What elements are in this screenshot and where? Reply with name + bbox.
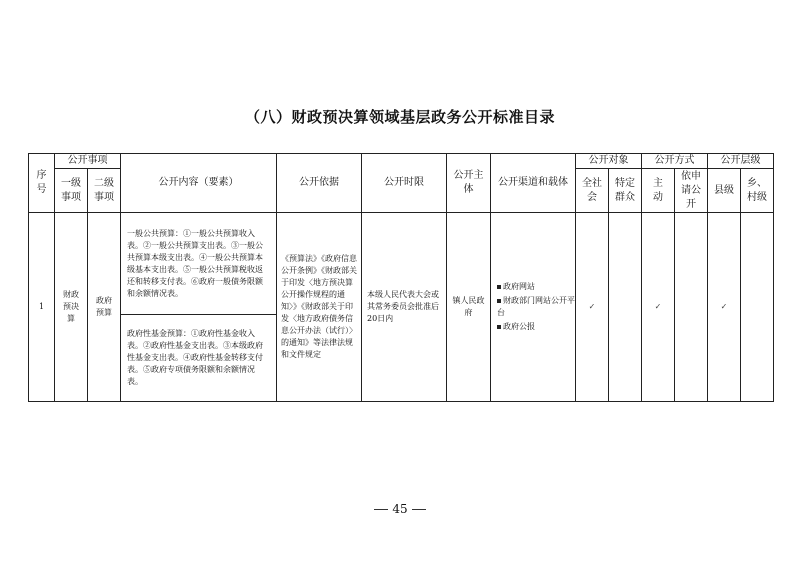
header-level-county: 县级 — [708, 169, 741, 213]
header-target-specific: 特定群众 — [609, 169, 642, 213]
cell-basis: 《预算法》《政府信息公开条例》《财政部关于印发〈地方预决算公开操作规程的通知〉》《财政部关于印发〈地方政府债务信息公开办法（试行）〉的通知》等法律法规和文件规定 — [277, 213, 362, 402]
dash-right — [412, 509, 426, 510]
cell-content-fund-budget: 政府性基金预算：①政府性基金收入表。②政府性基金支出表。③本级政府性基金支出表。④政府性基金转移支付表。⑤政府专项债务限额和余额情况表。 — [121, 315, 277, 402]
header-method-apply: 依申请公开 — [675, 169, 708, 213]
header-level1: 一级事项 — [55, 169, 88, 213]
list-item: 政府网站 — [497, 281, 575, 293]
cell-method-apply — [675, 213, 708, 402]
header-items-group: 公开事项 — [55, 154, 121, 169]
cell-content-general-budget: 一般公共预算：①一般公共预算收入表。②一般公共预算支出表。③一般公共预算本级支出表。④一般公共预算本级基本支出表。⑤一般公共预算税收返还和转移支付表。⑥政府一般债务限额和余额情况表。 — [121, 213, 277, 315]
cell-subject: 镇人民政府 — [447, 213, 491, 402]
disclosure-standard-table — [28, 153, 774, 402]
header-timing: 公开时限 — [362, 154, 447, 213]
square-bullet-icon — [497, 299, 501, 303]
square-bullet-icon — [497, 325, 501, 329]
header-target-all: 全社会 — [576, 169, 609, 213]
header-level2: 二级事项 — [88, 169, 121, 213]
header-seq: 序号 — [29, 154, 55, 213]
dash-left — [374, 509, 388, 510]
cell-level1: 财政预决算 — [55, 213, 88, 402]
channel-list — [491, 281, 575, 333]
header-method-active: 主动 — [642, 169, 675, 213]
header-subject: 公开主体 — [447, 154, 491, 213]
header-target-group: 公开对象 — [576, 154, 642, 169]
square-bullet-icon — [497, 285, 501, 289]
page-number: 45 — [0, 502, 800, 516]
header-row-1 — [29, 154, 774, 169]
cell-level2: 政府预算 — [88, 213, 121, 402]
check-icon-method-active: ✓ — [642, 213, 675, 402]
cell-target-specific — [609, 213, 642, 402]
header-level-town: 乡、村级 — [741, 169, 774, 213]
check-icon-level-county: ✓ — [708, 213, 741, 402]
list-item: 财政部门网站公开平台 — [497, 296, 575, 317]
table-row — [29, 213, 774, 315]
header-basis: 公开依据 — [277, 154, 362, 213]
header-level-group: 公开层级 — [708, 154, 774, 169]
list-item: 政府公报 — [497, 321, 575, 333]
header-content: 公开内容（要素） — [121, 154, 277, 213]
header-channel: 公开渠道和载体 — [491, 154, 576, 213]
check-icon-target-all: ✓ — [576, 213, 609, 402]
cell-timing: 本级人民代表大会或其常务委员会批准后20日内 — [362, 213, 447, 402]
cell-level-town — [741, 213, 774, 402]
document-title: （八）财政预决算领域基层政务公开标准目录 — [244, 108, 555, 126]
cell-channel — [491, 213, 576, 402]
header-method-group: 公开方式 — [642, 154, 708, 169]
cell-seq: 1 — [29, 213, 55, 402]
